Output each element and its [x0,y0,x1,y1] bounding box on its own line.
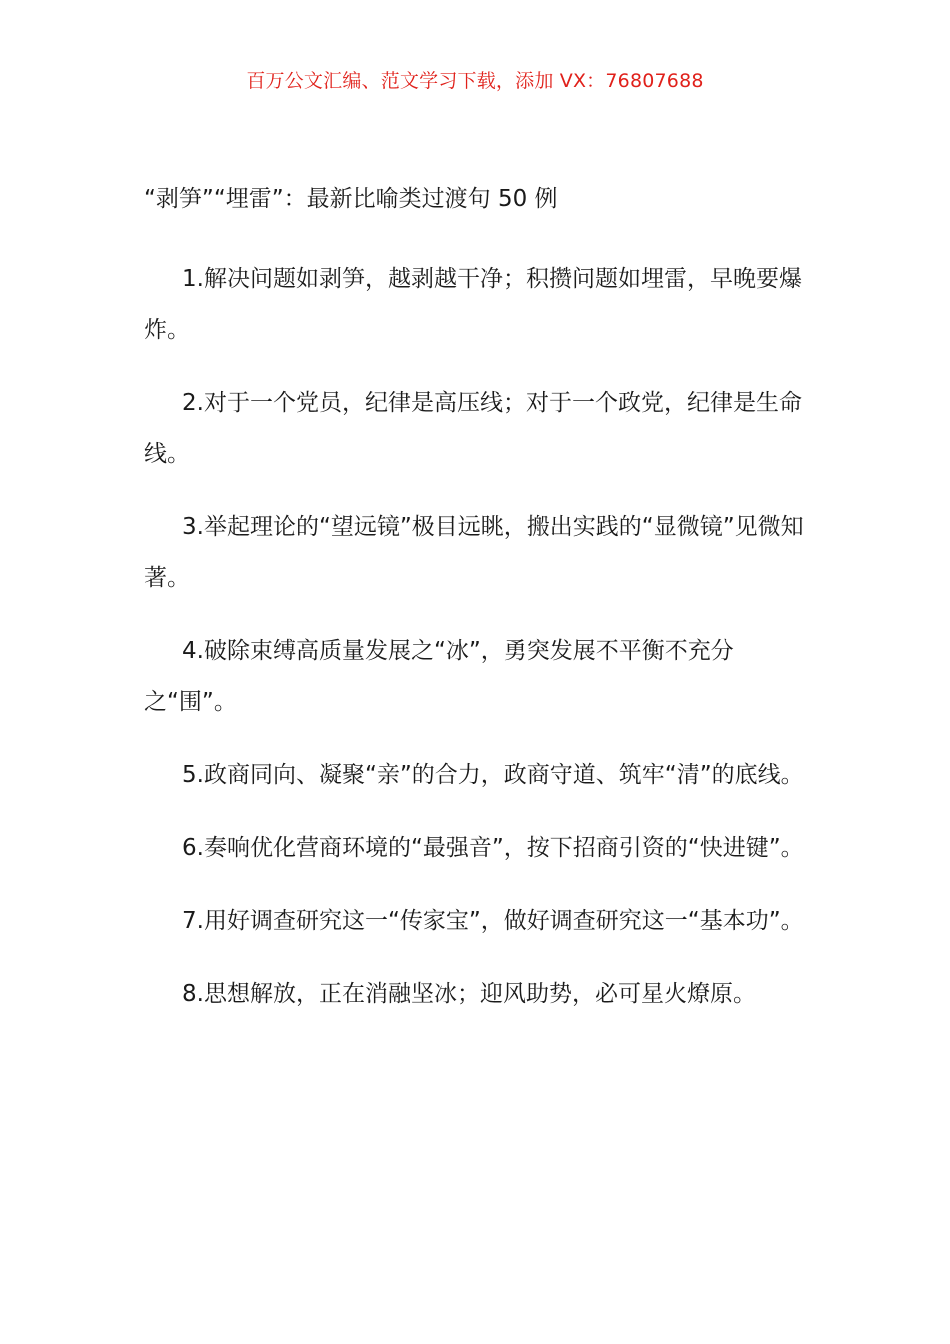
list-item: 2.对于一个党员，纪律是高压线；对于一个政党，纪律是生命线。 [144,390,802,467]
list-item: 7.用好调查研究这一“传家宝”，做好调查研究这一“基本功”。 [182,908,804,934]
item-list [144,254,810,1042]
list-item: 4.破除束缚高质量发展之“冰”，勇突发展不平衡不充分之“围”。 [144,638,734,715]
list-item: 1.解决问题如剥笋，越剥越干净；积攒问题如埋雷，早晚要爆炸。 [144,266,802,343]
document-title: “剥笋”“埋雷”：最新比喻类过渡句 50 例 [144,186,558,212]
header-banner: 百万公文汇编、范文学习下载，添加 VX：76807688 [246,70,704,92]
list-item: 3.举起理论的“望远镜”极目远眺，搬出实践的“显微镜”见微知著。 [144,514,804,591]
list-item: 6.奏响优化营商环境的“最强音”，按下招商引资的“快进键”。 [182,835,804,861]
list-item: 8.思想解放，正在消融坚冰；迎风助势，必可星火燎原。 [182,981,756,1007]
list-item: 5.政商同向、凝聚“亲”的合力，政商守道、筑牢“清”的底线。 [182,762,804,788]
